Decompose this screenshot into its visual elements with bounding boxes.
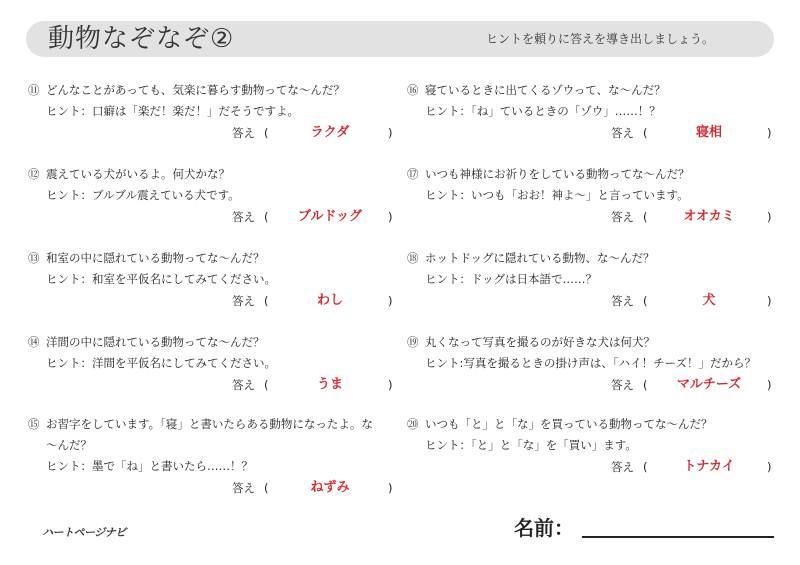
riddle-item — [407, 332, 777, 396]
riddle-hint: ヒント：和室を平仮名にしてみてください。 — [46, 272, 276, 286]
paren-open: ( — [643, 210, 648, 224]
paren-close: ) — [767, 378, 772, 392]
riddle-question — [407, 164, 777, 185]
riddle-text: 震えている犬がいるよ。何犬かな？ — [46, 167, 230, 181]
riddle-hint: ヒント：いつも「おお！神よ〜」と言っています。 — [425, 188, 689, 202]
riddle-item — [28, 164, 398, 228]
answer-row — [407, 122, 777, 144]
riddle-text: いつも「と」と「な」を買っている動物ってな〜んだ？ — [425, 417, 713, 431]
riddle-text: 〜んだ？ — [46, 438, 92, 452]
answer-label: 答え — [611, 126, 634, 140]
paren-close: ) — [767, 294, 772, 308]
answer-label: 答え — [232, 126, 255, 140]
riddle-text: いつも神様にお祈りをしている動物ってな〜んだ？ — [425, 167, 690, 181]
paren-open: ( — [643, 126, 648, 140]
answer-value: ラクダ — [310, 125, 350, 140]
answer-row — [28, 374, 398, 396]
answer-row — [28, 122, 398, 144]
riddle-question — [28, 164, 398, 185]
answer-label: 答え — [611, 210, 634, 224]
answer-value: オオカミ — [683, 209, 735, 224]
paren-close: ) — [388, 378, 393, 392]
riddle-hint: ヒント：「ね」ているときの「ゾウ」……！？ — [425, 104, 661, 118]
riddle-question — [28, 248, 398, 269]
paren-close: ) — [767, 210, 772, 224]
paren-open: ( — [264, 210, 269, 224]
answer-value: うま — [316, 377, 343, 392]
riddle-text: ホットドッグに隠れている動物、な〜んだ？ — [425, 251, 655, 265]
riddle-item — [28, 414, 398, 499]
paren-close: ) — [767, 460, 772, 474]
riddle-hint: ヒント：洋間を平仮名にしてみてください。 — [46, 356, 276, 370]
paren-open: ( — [643, 294, 648, 308]
answer-row — [407, 290, 777, 312]
page-title: 動物なぞなぞ② — [48, 24, 235, 54]
instruction-text: ヒントを頼りに答えを導き出しましょう。 — [485, 32, 714, 46]
riddle-question — [407, 80, 777, 101]
paren-close: ) — [388, 210, 393, 224]
answer-value: トナカイ — [683, 459, 735, 474]
answer-label: 答え — [232, 481, 255, 495]
riddle-item — [28, 80, 398, 144]
riddle-question — [28, 80, 398, 101]
paren-open: ( — [643, 378, 648, 392]
riddle-number: ⑭ — [28, 335, 40, 349]
paren-open: ( — [264, 294, 269, 308]
riddle-hint: ヒント：ドッグは日本語で……？ — [425, 272, 598, 286]
riddle-text: 和室の中に隠れている動物ってな〜んだ？ — [46, 251, 265, 265]
paren-close: ) — [767, 126, 772, 140]
riddle-question-continued — [28, 435, 398, 456]
answer-value: マルチーズ — [676, 377, 742, 392]
paren-open: ( — [264, 126, 269, 140]
riddle-number: ⑲ — [407, 335, 419, 349]
answer-row — [28, 290, 398, 312]
riddle-hint: ヒント:写真を撮るときの掛け声は、「ハイ！チーズ！」だから？ — [425, 356, 757, 370]
riddle-number: ⑳ — [407, 417, 419, 431]
answer-value: ねずみ — [310, 480, 350, 495]
name-write-line[interactable] — [582, 536, 774, 538]
riddle-question — [407, 332, 777, 353]
answer-row — [407, 456, 777, 478]
riddle-item — [407, 414, 777, 478]
riddle-hint: ヒント：「と」と「な」を「買い」ます。 — [425, 438, 637, 452]
answer-label: 答え — [232, 210, 255, 224]
answer-label: 答え — [611, 294, 634, 308]
header-bar — [26, 21, 774, 57]
site-logo: ハートページナビ — [42, 526, 126, 539]
paren-close: ) — [388, 126, 393, 140]
answer-label: 答え — [611, 460, 634, 474]
riddle-hint: ヒント：口癖は「楽だ！楽だ！」だそうですよ。 — [46, 104, 299, 118]
answer-value: 寝相 — [695, 125, 722, 140]
answer-row — [28, 206, 398, 228]
answer-label: 答え — [611, 378, 634, 392]
riddle-number: ⑯ — [407, 83, 419, 97]
answer-value: 犬 — [702, 293, 716, 308]
paren-close: ) — [388, 294, 393, 308]
paren-open: ( — [264, 378, 269, 392]
riddle-text: どんなことがあっても、気楽に暮らす動物ってな〜んだ？ — [46, 83, 345, 97]
answer-value: ブルドッグ — [298, 209, 362, 224]
riddle-item — [28, 248, 398, 312]
riddle-item — [407, 80, 777, 144]
answer-row — [407, 206, 777, 228]
paren-close: ) — [388, 481, 393, 495]
riddle-text: 寝ているときに出てくるゾウって、な〜んだ？ — [425, 83, 666, 97]
riddle-text: 丸くなって写真を撮るのが好きな犬は何犬？ — [425, 335, 655, 349]
answer-label: 答え — [232, 294, 255, 308]
name-label: 名前： — [514, 516, 574, 540]
paren-open: ( — [643, 460, 648, 474]
riddle-text: お習字をしています。「寝」と書いたらある動物になったよ。な — [46, 417, 373, 431]
riddle-number: ⑬ — [28, 251, 40, 265]
riddle-question — [407, 248, 777, 269]
riddle-number: ⑮ — [28, 417, 40, 431]
riddle-question — [28, 332, 398, 353]
riddle-number: ⑫ — [28, 167, 40, 181]
answer-row — [407, 374, 777, 396]
riddle-hint: ヒント：ブルブル震えている犬です。 — [46, 188, 240, 202]
riddle-hint: ヒント：墨で「ね」と書いたら……！？ — [46, 459, 253, 473]
riddle-question — [407, 414, 777, 435]
riddle-item — [407, 248, 777, 312]
riddle-item — [28, 332, 398, 396]
riddle-number: ⑱ — [407, 251, 419, 265]
answer-value: わし — [316, 293, 343, 308]
riddle-text: 洋間の中に隠れている動物ってな〜んだ？ — [46, 335, 265, 349]
paren-open: ( — [264, 481, 269, 495]
riddle-question — [28, 414, 398, 435]
riddle-number: ⑰ — [407, 167, 419, 181]
answer-row — [28, 477, 398, 499]
answer-label: 答え — [232, 378, 255, 392]
riddle-number: ⑪ — [28, 83, 40, 97]
riddle-item — [407, 164, 777, 228]
